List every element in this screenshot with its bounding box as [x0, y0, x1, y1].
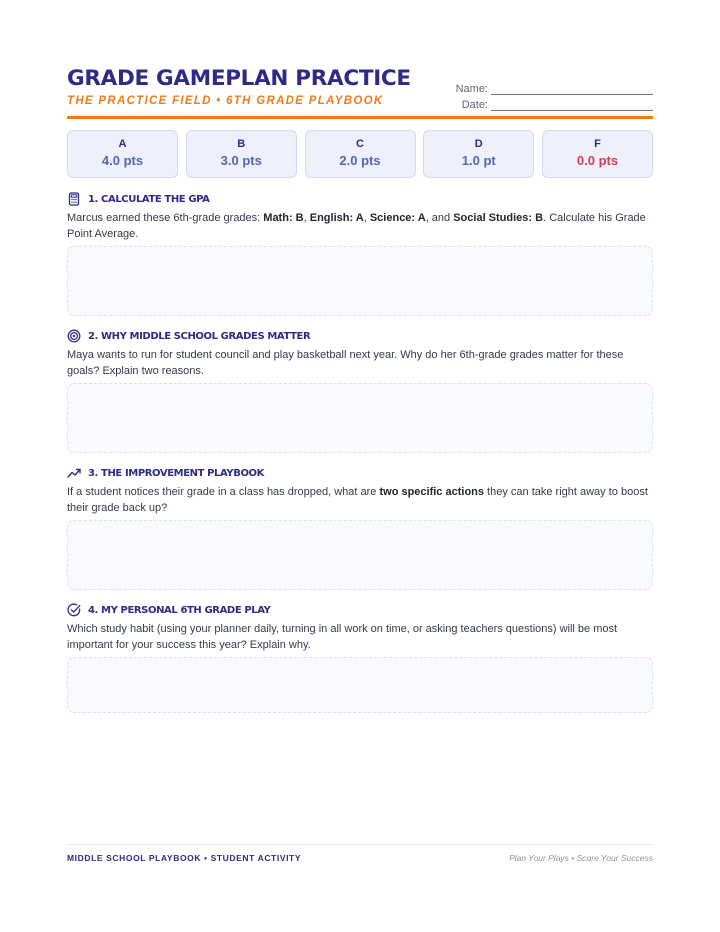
prompt-emphasis: two specific actions — [379, 486, 484, 498]
answer-box-2[interactable] — [67, 383, 653, 453]
grade-box-c — [305, 130, 416, 178]
question-prompt — [67, 485, 653, 516]
name-field[interactable] — [491, 83, 653, 95]
grade-letter: B — [237, 138, 246, 150]
name-row — [453, 79, 653, 95]
name-label: Name: — [455, 83, 488, 95]
target-icon — [67, 329, 81, 343]
check-circle-icon — [67, 603, 81, 617]
prompt-text: , — [303, 212, 310, 224]
question-3 — [67, 465, 653, 516]
student-info — [453, 79, 653, 111]
grade-points: 3.0 pts — [220, 153, 262, 168]
question-prompt: Maya wants to run for student council and play basketball next year. Why do her 6th-grade grades matter for these goals? Explain two reasons. — [67, 349, 624, 377]
grade-letter: A — [118, 138, 127, 150]
question-title: 2. WHY MIDDLE SCHOOL GRADES MATTER — [88, 330, 311, 342]
question-title: 4. MY PERSONAL 6TH GRADE PLAY — [88, 604, 271, 616]
grade-box-f — [542, 130, 653, 178]
page-footer — [67, 844, 653, 863]
question-title: 3. THE IMPROVEMENT PLAYBOOK — [88, 467, 264, 479]
grade-scale — [67, 130, 653, 178]
grade-points: 4.0 pts — [101, 153, 144, 168]
prompt-emphasis: English: A — [309, 212, 364, 224]
worksheet-page — [67, 0, 653, 863]
question-heading — [67, 465, 653, 481]
answer-box-4[interactable] — [67, 657, 653, 713]
prompt-text: , and — [425, 212, 454, 224]
grade-points: 0.0 pts — [576, 153, 619, 168]
prompt-text: . Calculate his Grade Point Average. — [67, 212, 646, 240]
prompt-text: If a student notices their grade in a class has dropped, what are — [67, 486, 380, 498]
question-heading — [67, 328, 653, 344]
grade-box-d — [423, 130, 534, 178]
date-row — [453, 95, 653, 111]
grade-letter: C — [356, 138, 364, 150]
header-divider — [67, 116, 653, 119]
grade-points: 2.0 pts — [339, 153, 381, 168]
page-subtitle: THE PRACTICE FIELD • 6TH GRADE PLAYBOOK — [67, 95, 384, 107]
footer-label: MIDDLE SCHOOL PLAYBOOK • STUDENT ACTIVITY — [67, 853, 302, 863]
date-field[interactable] — [491, 99, 653, 111]
prompt-emphasis: Science: A — [369, 212, 426, 224]
question-prompt: Which study habit (using your planner daily, turning in all work on time, or asking teachers questions) will be most important for your success this year? Explain why. — [67, 623, 618, 651]
question-title: 1. CALCULATE THE GPA — [88, 193, 210, 205]
calculator-icon — [67, 192, 81, 206]
page-title: GRADE GAMEPLAN PRACTICE — [67, 66, 411, 91]
question-heading — [67, 191, 653, 207]
grade-box-b — [186, 130, 297, 178]
trending-up-icon — [67, 466, 81, 480]
question-prompt — [67, 211, 653, 242]
grade-points: 1.0 pt — [461, 153, 496, 168]
prompt-text: , — [363, 212, 370, 224]
question-2 — [67, 328, 653, 379]
prompt-emphasis: Social Studies: B — [453, 212, 544, 224]
grade-letter: D — [474, 138, 483, 150]
answer-box-1[interactable] — [67, 246, 653, 316]
prompt-text: they can take right away to boost their grade back up? — [67, 486, 648, 514]
worksheet-header — [67, 0, 653, 120]
question-4 — [67, 602, 653, 653]
footer-tagline: Plan Your Plays • Score Your Success — [509, 853, 653, 863]
question-1 — [67, 191, 653, 242]
answer-box-3[interactable] — [67, 520, 653, 590]
prompt-emphasis: Math: B — [263, 212, 304, 224]
grade-letter: F — [594, 138, 601, 150]
date-label: Date: — [461, 99, 488, 111]
question-heading — [67, 602, 653, 618]
grade-box-a — [67, 130, 178, 178]
prompt-text: Marcus earned these 6th-grade grades: — [67, 212, 264, 224]
